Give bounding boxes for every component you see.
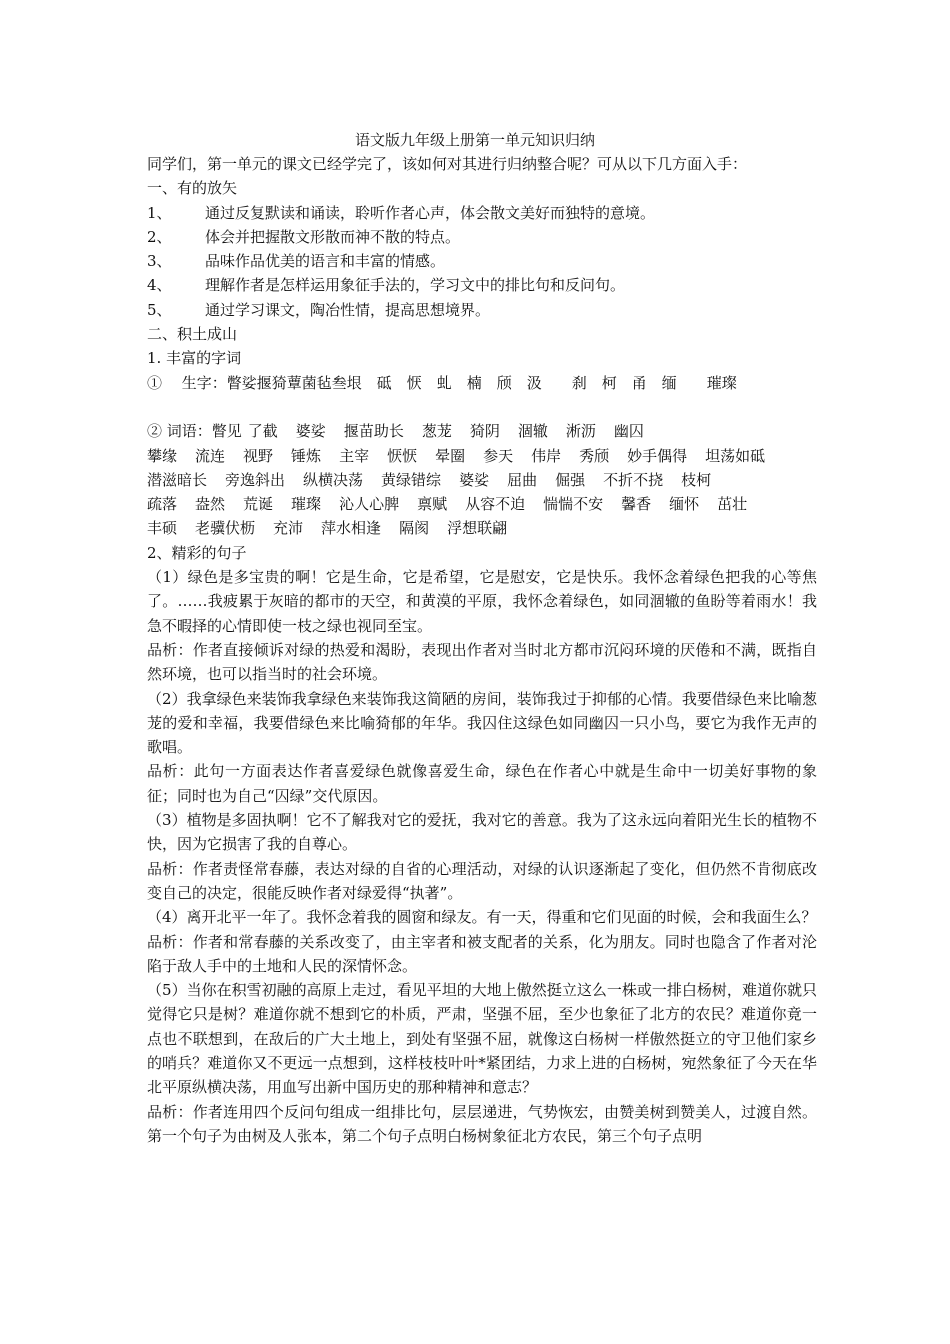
list-item bbox=[147, 273, 817, 297]
sentence-analysis: 品析：作者和常春藤的关系改变了，由主宰者和被支配者的关系，化为朋友。同时也隐含了作者对沦陷于敌人手中的土地和人民的深情怀念。 bbox=[147, 932, 817, 975]
sentence-list bbox=[147, 565, 817, 1148]
list-text: 体会并把握散文形散而神不散的特点。 bbox=[205, 227, 461, 246]
vocabulary-word: 了截 bbox=[247, 422, 278, 441]
sentence-quote: （2）我拿绿色来装饰我拿绿色来装饰我这简陋的房间，装饰我过于抑郁的心情。我要借绿色来比喻葱茏的爱和幸福，我要借绿色来比喻猗郁的年华。我囚住这绿色如同幽囚一只小鸟，要它为我作无声的歌唱。 bbox=[147, 689, 817, 757]
vocabulary-word: 淅沥 bbox=[565, 422, 596, 441]
vocabulary-word: 惴惴不安 bbox=[543, 495, 604, 514]
sentence-analysis: 品析：作者责怪常春藤，表达对绿的自省的心理活动，对绿的认识逐渐起了变化，但仍然不肯彻底改变自己的决定，很能反映作者对绿爱得“执著”。 bbox=[147, 859, 817, 902]
vocabulary-word: 老骥伏枥 bbox=[195, 519, 256, 538]
subsection-heading: 1. 丰富的字词 bbox=[147, 349, 242, 368]
vocabulary-word: 主宰 bbox=[339, 446, 370, 465]
intro-paragraph: 同学们，第一单元的课文已经学完了，该如何对其进行归纳整合呢？可从以下几方面入手： bbox=[147, 155, 748, 173]
vocabulary-word: 从容不迫 bbox=[465, 495, 526, 514]
vocabulary-row bbox=[147, 492, 817, 516]
vocabulary-word: 婆娑 bbox=[295, 422, 326, 441]
sentence-analysis: 品析：作者连用四个反问句组成一组排比句，层层递进，气势恢宏，由赞美树到赞美人，过渡自然。第一个句子为由树及人张本，第二个句子点明白杨树象征北方农民，第三个句子点明 bbox=[147, 1102, 817, 1145]
vocabulary-word: 隔阂 bbox=[399, 519, 430, 538]
vocabulary-word: 不折不挠 bbox=[603, 470, 664, 489]
vocabulary-word: 潜滋暗长 bbox=[147, 470, 208, 489]
subsection-heading: 2、精彩的句子 bbox=[147, 543, 247, 562]
vocabulary-word: 浮想联翩 bbox=[447, 519, 508, 538]
vocabulary-list bbox=[147, 419, 817, 540]
vocabulary-word: 枝柯 bbox=[681, 470, 712, 489]
vocabulary-word: 荒诞 bbox=[243, 495, 274, 514]
blank-line bbox=[147, 395, 817, 419]
sentence-analysis: 品析：作者直接倾诉对绿的热爱和渴盼，表现出作者对当时北方都市沉闷环境的厌倦和不满，既指自然环境，也可以指当时的社会环境。 bbox=[147, 640, 817, 684]
vocabulary-row bbox=[147, 419, 817, 443]
vocabulary-word: 璀璨 bbox=[291, 495, 322, 514]
list-item bbox=[147, 201, 817, 225]
vocabulary-row bbox=[147, 444, 817, 468]
document-body bbox=[147, 152, 817, 1148]
sentence-quote: （1）绿色是多宝贵的啊！它是生命，它是希望，它是慰安，它是快乐。我怀念着绿色把我的心等焦了。……我疲累于灰暗的都市的天空，和黄漠的平原，我怀念着绿色，如同涸辙的鱼盼等着雨水！我急不暇择的心情即使一枝之绿也视同至宝。 bbox=[147, 568, 817, 635]
list-number: 3、 bbox=[147, 252, 172, 271]
vocabulary-row bbox=[147, 516, 817, 540]
vocabulary-word: 疏落 bbox=[147, 495, 178, 514]
vocabulary-word: 茁壮 bbox=[717, 495, 748, 514]
vocabulary-word: 猗阴 bbox=[469, 422, 500, 441]
list-text: 理解作者是怎样运用象征手法的，学习文中的排比句和反问句。 bbox=[205, 276, 626, 295]
vocabulary-word: 婆娑 bbox=[459, 470, 490, 489]
vocabulary-word: 盎然 bbox=[195, 495, 226, 514]
vocabulary-word: 流连 bbox=[195, 446, 226, 465]
vocabulary-word: 参天 bbox=[483, 446, 514, 465]
list-text: 通过反复默读和诵读，聆听作者心声，体会散文美好而独特的意境。 bbox=[205, 203, 656, 222]
vocabulary-word: 倔强 bbox=[555, 470, 586, 489]
vocabulary-word: 秀颀 bbox=[579, 446, 610, 465]
sentence-quote: （3）植物是多固执啊！它不了解我对它的爱抚，我对它的善意。我为了这永远向着阳光生长的植物不快，因为它损害了我的自尊心。 bbox=[147, 811, 817, 854]
vocabulary-word: 馨香 bbox=[621, 495, 652, 514]
vocabulary-word: ② 词语：瞥见 bbox=[147, 422, 242, 441]
page-title: 语文版九年级上册第一单元知识归纳 bbox=[354, 131, 595, 149]
vocabulary-word: 伟岸 bbox=[531, 446, 562, 465]
list-number: 5、 bbox=[147, 300, 172, 319]
vocabulary-word: 禀赋 bbox=[417, 495, 448, 514]
vocabulary-word: 黄绿错综 bbox=[381, 470, 442, 489]
vocabulary-word: 纵横决荡 bbox=[303, 470, 364, 489]
list-item bbox=[147, 249, 817, 273]
section-heading: 二、积土成山 bbox=[147, 325, 238, 344]
vocabulary-word: 充沛 bbox=[273, 519, 304, 538]
vocabulary-word: 旁逸斜出 bbox=[225, 470, 286, 489]
vocabulary-word: 恹恹 bbox=[387, 446, 418, 465]
vocabulary-word: 视野 bbox=[243, 446, 274, 465]
vocabulary-word: 丰硕 bbox=[147, 519, 178, 538]
vocabulary-word: 葱茏 bbox=[421, 422, 452, 441]
vocabulary-word: 屈曲 bbox=[507, 470, 538, 489]
list-text: 品味作品优美的语言和丰富的情感。 bbox=[205, 252, 446, 271]
list-text: 通过学习课文，陶冶性情，提高思想境界。 bbox=[205, 300, 491, 319]
vocabulary-word: 沁人心脾 bbox=[339, 495, 400, 514]
vocabulary-row bbox=[147, 468, 817, 492]
vocabulary-word: 晕圈 bbox=[435, 446, 466, 465]
new-characters-line: ① 生字：瞥娑揠猗蕈菌毡叁垠 砥 恹 虬 楠 颀 汲 刹 柯 甬 缅 璀璨 bbox=[147, 373, 737, 392]
vocabulary-word: 揠苗助长 bbox=[343, 422, 404, 441]
vocabulary-word: 锤炼 bbox=[291, 446, 322, 465]
vocabulary-word: 幽囚 bbox=[613, 422, 644, 441]
vocabulary-word: 坦荡如砥 bbox=[705, 446, 766, 465]
vocabulary-word: 攀缘 bbox=[147, 446, 178, 465]
list-item bbox=[147, 298, 817, 322]
vocabulary-word: 萍水相逢 bbox=[321, 519, 382, 538]
sentence-quote: （5）当你在积雪初融的高原上走过，看见平坦的大地上傲然挺立这么一株或一排白杨树，难道你就只觉得它只是树？难道你就不想到它的朴质，严肃，坚强不屈，至少也象征了北方的农民？难道你竟一点也不联想到，在敌后的广大土地上，到处有坚强不屈，就像这白杨树一样傲然挺立的守卫他们家乡的哨兵？难道你又不更远一点想到，这样枝枝叶叶*紧团结，力求上进的白杨树，宛然象征了今天在华北平原纵横决荡，用血写出新中国历史的那种精神和意志？ bbox=[147, 981, 817, 1097]
list-number: 1、 bbox=[147, 203, 172, 222]
section-heading: 一、有的放矢 bbox=[147, 179, 238, 198]
vocabulary-word: 妙手偶得 bbox=[627, 446, 688, 465]
sentence-analysis: 品析：此句一方面表达作者喜爱绿色就像喜爱生命，绿色在作者心中就是生命中一切美好事物的象征；同时也为自己“囚绿”交代原因。 bbox=[147, 762, 817, 805]
sentence-quote: （4）离开北平一年了。我怀念着我的圆窗和绿友。有一天，得重和它们见面的时候，会和我面生么？ bbox=[147, 908, 817, 927]
list-item bbox=[147, 225, 817, 249]
list-number: 2、 bbox=[147, 227, 172, 246]
vocabulary-word: 涸辙 bbox=[517, 422, 548, 441]
list-number: 4、 bbox=[147, 276, 172, 295]
vocabulary-word: 缅怀 bbox=[669, 495, 700, 514]
